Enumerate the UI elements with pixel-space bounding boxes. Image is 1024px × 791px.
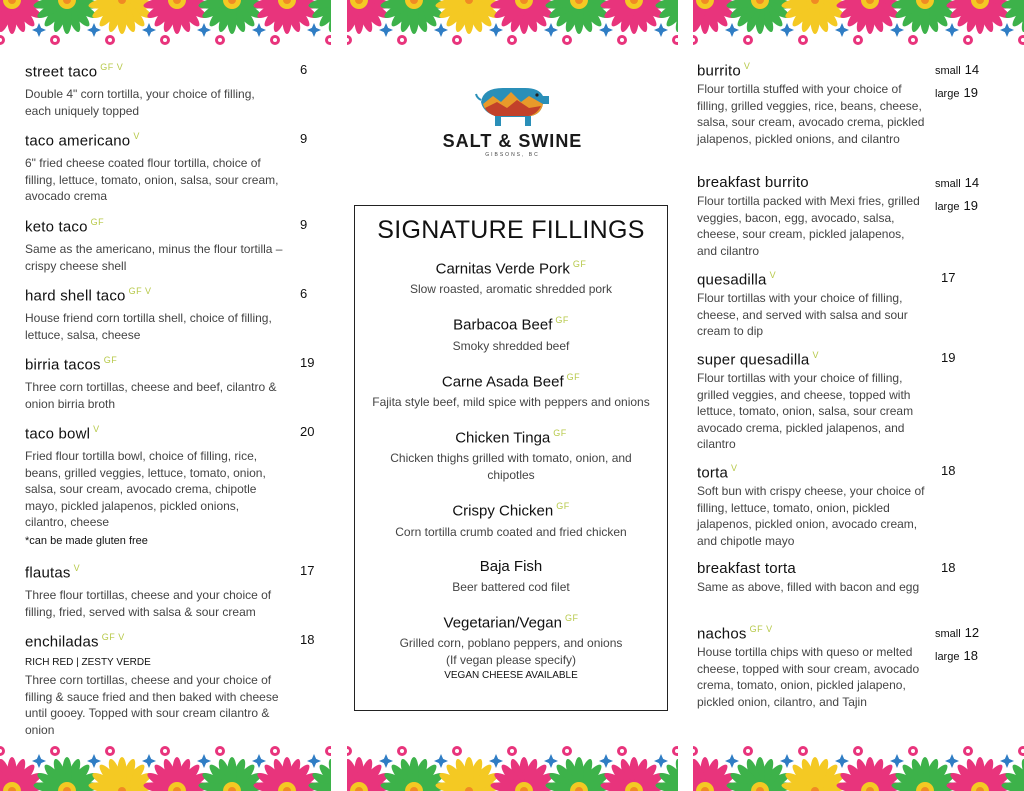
menu-item-breakfast-torta [697, 560, 1019, 596]
size-label: large [935, 88, 960, 100]
floral-border-bottom [0, 739, 331, 791]
filling-note: VEGAN CHEESE AVAILABLE [444, 669, 578, 681]
dietary-tag: GF [556, 501, 570, 512]
item-description: Flour tortilla packed with Mexi fries, grilled veggies, bacon, egg, avocado, salsa, cheese, sour cream, pickled jalapenos, and cilantro [697, 194, 920, 258]
size-prices [935, 622, 979, 668]
dietary-tag: V [812, 350, 819, 360]
menu-item-burrito [697, 61, 1019, 147]
item-name: enchiladas [25, 633, 99, 651]
size-prices [935, 59, 979, 105]
dietary-tag: V [73, 563, 81, 573]
small-price: 14 [964, 175, 980, 190]
item-price: 17 [941, 270, 956, 285]
dietary-tag: V [133, 131, 140, 141]
item-price: 9 [300, 131, 308, 146]
dietary-tag: GF [564, 612, 579, 623]
filling-name: Vegetarian/Vegan [443, 613, 562, 631]
filling-vegetarian-vegan [355, 613, 667, 681]
filling-name: Crispy Chicken [452, 502, 554, 520]
filling-name: Carne Asada Beef [441, 372, 564, 390]
menu-item-street-taco [25, 62, 325, 119]
large-price: 18 [963, 648, 978, 663]
item-price: 18 [941, 463, 956, 478]
dietary-tag: V [743, 61, 751, 71]
dietary-tag: V [93, 424, 100, 434]
large-price: 19 [963, 85, 978, 100]
item-description: Fried flour tortilla bowl, choice of filling, rice, beans, grilled veggies, lettuce, tomato, onion, salsa, sour cream, avocado crema, chipotle mayo, pickled jalapenos, pickled onions, cilantro, cheese [25, 449, 266, 530]
dietary-tag: GF [90, 217, 105, 227]
item-price: 19 [941, 350, 956, 365]
menu-item-taco-americano [25, 131, 325, 205]
dietary-tag: GF V [128, 286, 152, 296]
item-price: 17 [300, 563, 315, 578]
filling-barbacoa [355, 315, 667, 354]
menu-panel-center [347, 0, 678, 791]
restaurant-logo [347, 82, 678, 158]
floral-border-top [0, 0, 331, 52]
size-label: large [935, 651, 960, 663]
menu-item-enchiladas [25, 632, 325, 738]
item-description: Flour tortillas with your choice of filling, grilled veggies, and cheese, topped with lettuce, tomato, onion, salsa, sour cream avocado crema, pickled jalapenos, and cilantro [697, 371, 914, 452]
filling-name: Chicken Tinga [455, 429, 551, 447]
item-description: House tortilla chips with queso or melted cheese, topped with sour cream, avocado crema, tomato, onion, pickled jalapeno, pickled onion, cilantro, and Tajin [697, 645, 920, 709]
dietary-tag: V [731, 463, 738, 473]
filling-crispy-chicken [355, 501, 667, 540]
size-label: small [935, 628, 961, 640]
size-label: small [935, 65, 961, 77]
item-description: House friend corn tortilla shell, choice of filling, lettuce, salsa, cheese [25, 311, 272, 342]
item-description: Same as the americano, minus the flour tortilla – crispy cheese shell [25, 242, 283, 273]
filling-name: Baja Fish [479, 557, 543, 575]
dietary-tag: GF V [101, 632, 125, 642]
floral-border-top [347, 0, 678, 52]
floral-border-bottom [693, 739, 1024, 791]
logo-location: GIBSONS, BC [485, 152, 540, 158]
floral-border-bottom [347, 739, 678, 791]
dietary-tag: GF [555, 315, 569, 326]
item-description: Three corn tortillas, cheese and beef, cilantro & onion birria broth [25, 380, 277, 411]
menu-item-quesadilla [697, 270, 1019, 340]
item-name: nachos [697, 625, 747, 643]
signature-fillings-box [354, 205, 668, 711]
size-label: small [935, 178, 961, 190]
item-price: 9 [300, 217, 308, 232]
menu-panel-left [0, 0, 331, 791]
item-name: keto taco [25, 218, 88, 236]
size-prices [935, 172, 979, 218]
panel-fold [678, 0, 694, 791]
large-price: 19 [963, 198, 978, 213]
filling-description: Corn tortilla crumb coated and fried chicken [395, 524, 627, 539]
menu-item-super-quesadilla [697, 350, 1019, 453]
item-name: breakfast burrito [697, 174, 809, 191]
small-price: 12 [964, 625, 980, 640]
filling-description: Beer battered cod filet [452, 579, 570, 594]
menu-item-flautas [25, 563, 325, 620]
item-name: torta [697, 464, 729, 482]
item-name: quesadilla [697, 271, 767, 289]
small-price: 14 [964, 62, 980, 77]
filling-description: Fajita style beef, mild spice with peppers and onions [372, 394, 650, 409]
item-description: Three corn tortillas, cheese and your choice of filling & sauce fried and then baked with cheese until gooey. Topped with sour cream cilantro & onion [25, 673, 279, 737]
item-price: 18 [300, 632, 315, 647]
filling-name: Carnitas Verde Pork [435, 260, 570, 278]
menu-item-nachos [697, 624, 1019, 710]
item-name: flautas [25, 564, 71, 582]
item-price: 20 [300, 424, 315, 439]
item-name: taco americano [25, 132, 131, 150]
sauce-options: RICH RED | ZESTY VERDE [25, 657, 151, 669]
filling-description: Smoky shredded beef [452, 338, 570, 353]
item-description: 6" fried cheese coated flour tortilla, choice of filling, lettuce, tomato, onion, salsa, sour cream, avocado crema [25, 156, 279, 204]
item-name: burrito [697, 62, 741, 80]
item-name: street taco [25, 63, 98, 81]
fillings-title: SIGNATURE FILLINGS [377, 216, 645, 244]
dietary-tag: GF [103, 355, 118, 365]
menu-item-birria-tacos [25, 355, 325, 412]
item-name: taco bowl [25, 425, 91, 443]
menu-item-taco-bowl [25, 424, 325, 547]
item-price: 6 [300, 62, 308, 77]
item-name: super quesadilla [697, 351, 810, 369]
filling-description: Chicken thighs grilled with tomato, onion, and chipotles [390, 451, 632, 483]
item-description: Same as above, filled with bacon and egg [697, 580, 920, 594]
item-note: *can be made gluten free [25, 534, 148, 547]
pig-icon [473, 82, 553, 128]
item-price: 18 [941, 560, 956, 575]
item-price: 19 [300, 355, 315, 370]
filling-carne-asada [355, 372, 667, 411]
item-name: birria tacos [25, 356, 101, 374]
dietary-tag: GF [553, 427, 567, 438]
filling-carnitas [355, 259, 667, 298]
item-price: 6 [300, 286, 308, 301]
menu-item-hard-shell-taco [25, 286, 325, 343]
dietary-tag: GF [566, 371, 581, 382]
menu-item-keto-taco [25, 217, 325, 274]
filling-description: Slow roasted, aromatic shredded pork [409, 282, 613, 297]
filling-description: Grilled corn, poblano peppers, and onions (If vegan please specify) [399, 635, 623, 667]
menu-item-torta [697, 463, 1019, 549]
item-description: Double 4" corn tortilla, your choice of filling, each uniquely topped [25, 87, 255, 118]
dietary-tag: GF V [100, 62, 124, 72]
size-label: large [935, 201, 960, 213]
logo-wordmark: SALT & SWINE [442, 131, 583, 151]
item-name: breakfast torta [697, 560, 796, 577]
item-description: Flour tortilla stuffed with your choice of filling, grilled veggies, rice, beans, cheese, salsa, sour cream, avocado crema, pickled jalapenos, pickled onions, and cilantro [697, 82, 925, 146]
item-description: Flour tortillas with your choice of filling, cheese, and served with salsa and sour cream to dip [697, 291, 908, 339]
dietary-tag: GF V [749, 624, 773, 634]
menu-item-breakfast-burrito [697, 174, 1019, 259]
dietary-tag: V [769, 270, 777, 280]
dietary-tag: GF [572, 259, 587, 269]
floral-border-top [693, 0, 1024, 52]
item-description: Soft bun with crispy cheese, your choice of filling, lettuce, tomato, onion, pickled jalapenos, pickled onion, avocado cream, and chipotle mayo [697, 484, 925, 548]
panel-fold [331, 0, 347, 791]
filling-baja-fish [355, 558, 667, 596]
filling-chicken-tinga [355, 428, 667, 484]
filling-name: Barbacoa Beef [453, 316, 553, 334]
item-description: Three flour tortillas, cheese and your choice of filling, fried, served with salsa & sour cream [25, 588, 272, 619]
item-name: hard shell taco [25, 287, 126, 305]
menu-panel-right [693, 0, 1024, 791]
